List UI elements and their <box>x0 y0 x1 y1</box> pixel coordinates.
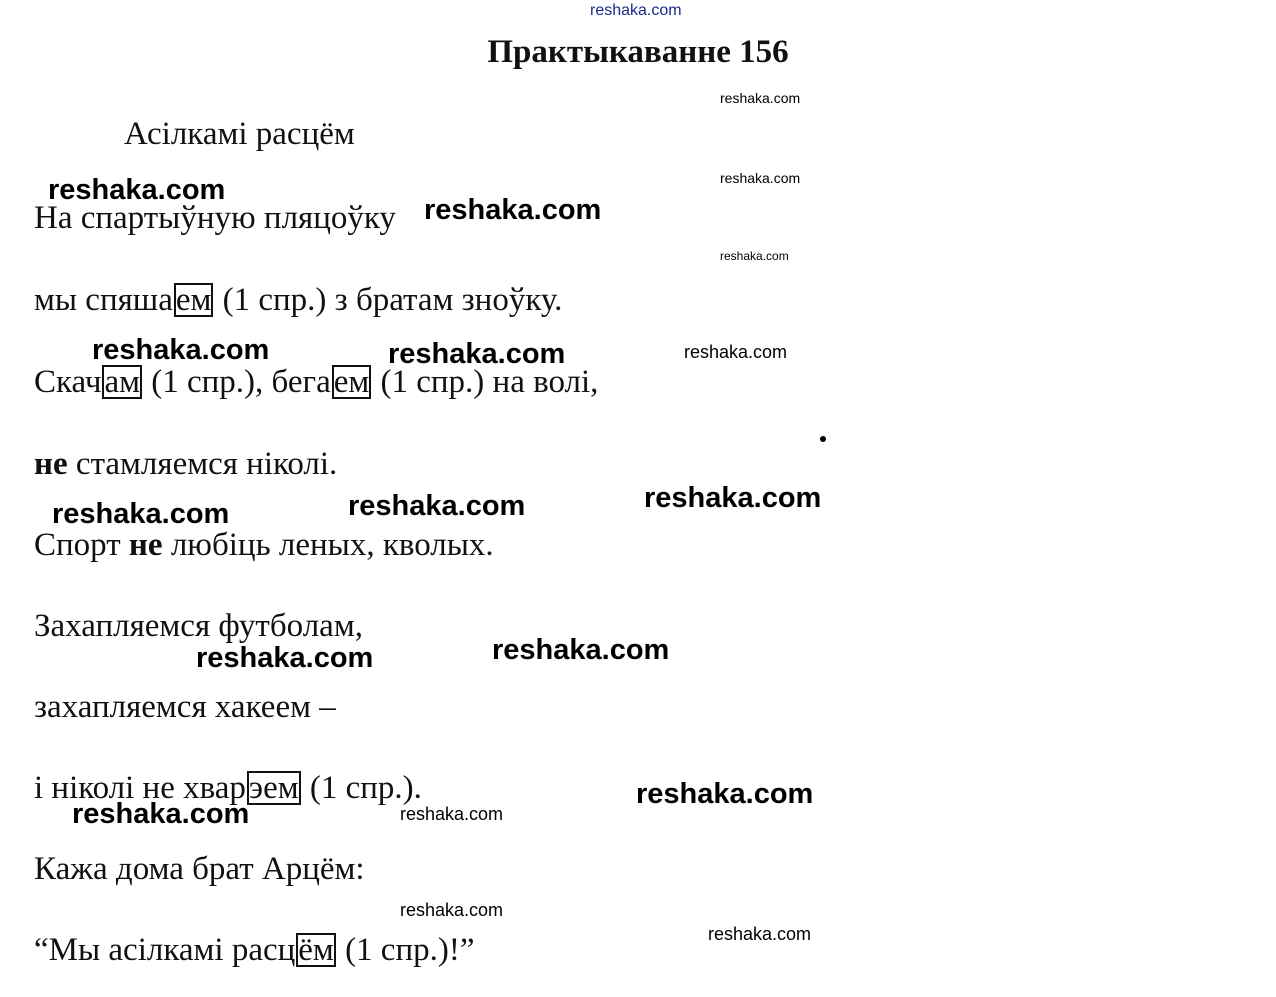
top-watermark: reshaka.com <box>590 2 682 19</box>
watermark: reshaka.com <box>72 798 250 830</box>
watermark: reshaka.com <box>684 342 788 362</box>
poem-line-7 <box>34 689 336 726</box>
line-text: любіць леных, кволых. <box>162 527 494 563</box>
bold-word: не <box>128 527 163 563</box>
poem-line-6 <box>34 608 363 645</box>
watermark: reshaka.com <box>92 334 270 366</box>
page-title: Практыкаванне 156 <box>487 34 789 70</box>
line-text: (1 спр.)!” <box>336 932 475 968</box>
bold-word: не <box>34 446 68 482</box>
watermark: reshaka.com <box>424 194 602 226</box>
watermark: reshaka.com <box>348 490 526 522</box>
watermark: reshaka.com <box>388 338 566 370</box>
watermark: reshaka.com <box>492 634 670 666</box>
watermark: reshaka.com <box>636 778 814 810</box>
ending-box: ем <box>175 282 212 318</box>
watermark: reshaka.com <box>196 642 374 674</box>
watermark: reshaka.com <box>400 804 504 824</box>
line-text: Кажа дома брат Арцём: <box>34 851 365 887</box>
line-text: мы спяша <box>34 282 173 318</box>
line-text: Скач <box>34 364 102 400</box>
watermark: reshaka.com <box>52 498 230 530</box>
watermark: reshaka.com <box>720 249 789 263</box>
watermark: reshaka.com <box>708 924 812 944</box>
stray-dot <box>820 436 826 442</box>
watermark: reshaka.com <box>400 900 504 920</box>
ending-box: ем <box>333 364 370 400</box>
ending-box: ам <box>104 364 140 400</box>
ending-box: эем <box>248 770 299 806</box>
watermark: reshaka.com <box>48 174 226 206</box>
line-text: (1 спр.), бега <box>143 364 331 400</box>
poem-line-4 <box>34 446 337 483</box>
ending-box: ём <box>298 932 334 968</box>
watermark: reshaka.com <box>644 482 822 514</box>
line-text: стамляемся ніколі. <box>67 446 338 482</box>
line-text: Спорт <box>34 527 129 563</box>
poem-line-5 <box>34 527 494 564</box>
line-text: (1 спр.). <box>301 770 422 806</box>
line-text: (1 спр.) на волі, <box>372 364 599 400</box>
watermark: reshaka.com <box>720 170 801 186</box>
poem-line-2 <box>34 282 562 319</box>
line-text: На спартыўную пляцоўку <box>34 200 396 236</box>
poem-line-9 <box>34 851 365 888</box>
line-text: “Мы асілкамі расц <box>34 932 296 968</box>
line-text: захапляемся хакеем – <box>34 689 336 725</box>
poem-title: Асілкамі расцём <box>124 116 355 152</box>
line-text: Захапляемся футболам, <box>34 608 363 644</box>
line-text: (1 спр.) з братам зноўку. <box>214 282 563 318</box>
line-text: і ніколі не хвар <box>34 770 246 806</box>
watermark: reshaka.com <box>720 90 801 106</box>
poem-line-10 <box>34 932 474 969</box>
